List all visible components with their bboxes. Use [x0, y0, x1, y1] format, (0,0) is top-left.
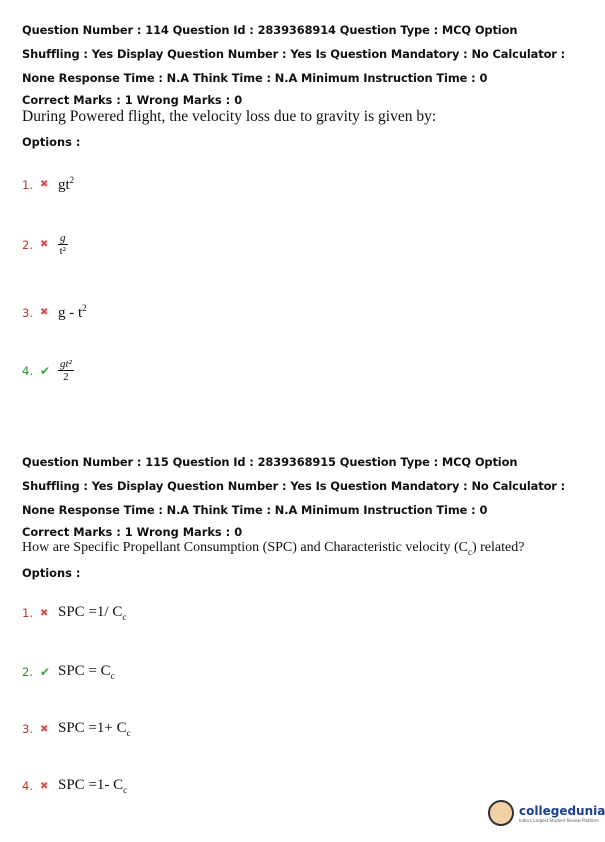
- question-meta: Question Number : 115 Question Id : 2839368915 Question Type : MCQ Option Shuffling : Yes Display Question Number : Yes Is Question Mandatory : No Calculator : None Response Time : N.A Think Time : N.A Minimum Instruction Time : 0: [22, 455, 566, 517]
- option-number: 2.: [22, 665, 33, 679]
- option-number: 1.: [22, 606, 33, 620]
- option-value: SPC =1/ $C_c$: [58, 604, 127, 622]
- option-114-2: [22, 232, 68, 257]
- question-meta: Question Number : 114 Question Id : 2839368914 Question Type : MCQ Option Shuffling : Yes Display Question Number : Yes Is Question Mandatory : No Calculator : None Response Time : N.A Think Time : N.A Minimum Instruction Time : 0: [22, 23, 566, 85]
- cross-icon: ✖: [40, 239, 49, 250]
- cross-icon: ✖: [40, 307, 49, 318]
- question-text: How are Specific Propellant Consumption (SPC) and Characteristic velocity $(C_c)$ related?: [22, 540, 525, 557]
- option-114-4: [22, 358, 74, 383]
- question-114: [22, 18, 578, 149]
- collegedunia-logo: [488, 800, 605, 826]
- option-value: $gt^2$: [58, 175, 75, 193]
- option-115-1: [22, 604, 126, 622]
- mascot-icon: [488, 800, 514, 826]
- option-value: g - $t^2$: [58, 303, 87, 321]
- option-value: SPC $=1+ C_c$: [58, 720, 131, 738]
- question-115: [22, 450, 578, 580]
- option-value: $\frac{g}{\text{t²}}$: [59, 232, 66, 257]
- question-marks: Correct Marks : 1 Wrong Marks : 0: [22, 93, 243, 107]
- option-115-2: [22, 663, 115, 681]
- cross-icon: ✖: [40, 723, 49, 735]
- option-value: SPC = $C_c$: [58, 663, 115, 681]
- question-marks: Correct Marks : 1 Wrong Marks : 0: [22, 525, 243, 539]
- option-value: SPC =1- $C_c$: [58, 777, 128, 795]
- check-icon: ✔: [40, 363, 51, 378]
- option-number: 4.: [22, 779, 33, 793]
- option-number: 3.: [22, 722, 33, 736]
- option-value: $\frac{\text{gt²}}{2}$: [60, 358, 72, 383]
- option-number: 2.: [22, 237, 33, 252]
- check-icon: ✔: [40, 665, 51, 679]
- cross-icon: ✖: [40, 179, 49, 190]
- options-label: Options :: [22, 135, 81, 149]
- question-text: During Powered flight, the velocity loss due to gravity is given by:: [22, 108, 437, 125]
- option-114-3: [22, 303, 87, 322]
- option-115-3: [22, 720, 131, 738]
- option-115-4: [22, 777, 127, 795]
- option-number: 1.: [22, 177, 33, 192]
- option-114-1: [22, 175, 74, 194]
- option-number: 4.: [22, 363, 33, 378]
- cross-icon: ✖: [40, 780, 49, 792]
- options-label: Options :: [22, 565, 81, 580]
- logo-tagline: India's Largest Student Review Platform: [519, 817, 599, 823]
- option-number: 3.: [22, 305, 33, 320]
- logo-name: collegedunia: [519, 803, 605, 818]
- cross-icon: ✖: [40, 607, 49, 619]
